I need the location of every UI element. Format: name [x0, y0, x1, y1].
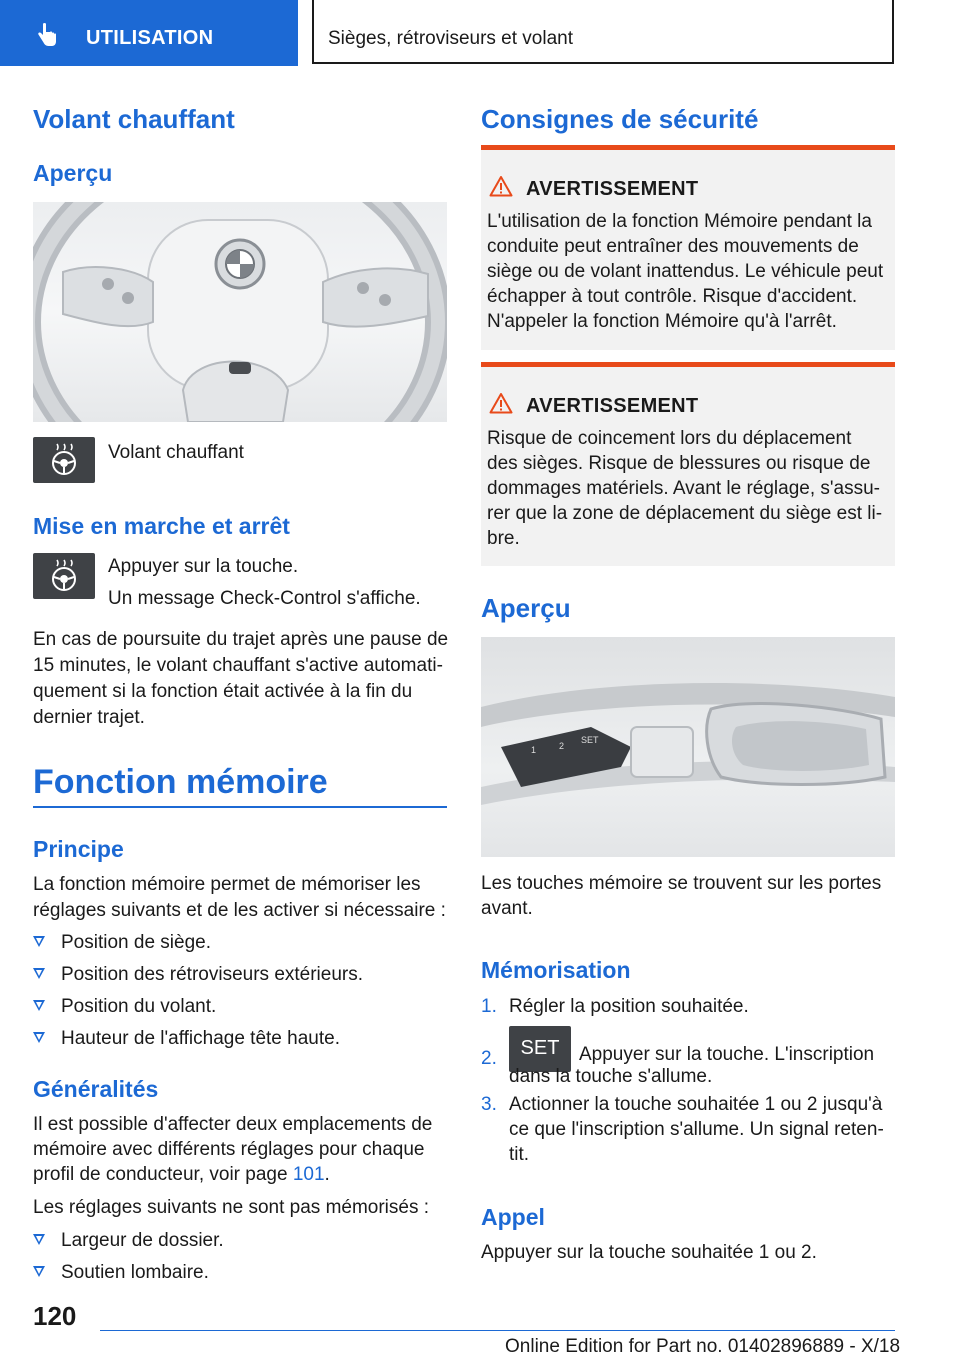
general-heading: Généralités	[33, 1076, 159, 1102]
warning-text-line: bre.	[487, 528, 520, 549]
triangle-bullet-icon	[33, 1234, 45, 1245]
not-saved-intro: Les réglages suivants ne sont pas mémorisés :	[33, 1197, 430, 1218]
principle-heading: Principe	[33, 836, 124, 862]
title-rule	[33, 806, 447, 808]
principle-line-1: La fonction mémoire permet de mémoriser les	[33, 874, 421, 895]
storage-heading: Mémorisation	[481, 957, 631, 983]
call-paragraph: Appuyer sur la touche souhaitée 1 ou 2.	[481, 1242, 817, 1263]
onoff-step-1: Appuyer sur la touche.	[108, 556, 299, 577]
list-item	[33, 994, 363, 1026]
onoff-paragraph-line-1: En cas de poursuite du trajet après une pause de	[33, 629, 449, 650]
memory-function-title: Fonction mémoire	[33, 763, 328, 801]
list-item	[33, 1026, 363, 1058]
list-item	[33, 1228, 224, 1260]
step-number: 1.	[481, 996, 497, 1017]
general-line-1: Il est possible d'affecter deux emplacements de	[33, 1114, 433, 1135]
footer-edition: Online Edition for Part no. 01402896889 - X/18	[505, 1336, 901, 1357]
step-text: dans la touche s'allume.	[509, 1066, 713, 1087]
list-item	[481, 1092, 895, 1167]
chapter-tab[interactable]	[0, 0, 298, 66]
step-text: tit.	[509, 1144, 530, 1165]
warning-text-line: L'utilisation de la fonction Mémoire pendant la	[487, 211, 872, 232]
principle-line-2: réglages suivants et de les activer si nécessaire :	[33, 900, 446, 921]
storage-steps	[481, 994, 895, 1167]
heated-wheel-heading: Volant chauffant	[33, 104, 235, 134]
step-number: 2.	[481, 1048, 497, 1069]
not-saved-list	[33, 1228, 224, 1292]
warning-text-line: siège ou de volant inattendus. Le véhicule peut	[487, 261, 884, 282]
warning-box-1	[481, 145, 895, 350]
warning-text-line: Risque de coincement lors du déplacement	[487, 428, 852, 449]
general-line-3-text: profil de conducteur, voir page	[33, 1164, 293, 1185]
overview-heading-left: Aperçu	[33, 160, 113, 186]
warning-text-line: dommages matériels. Avant le réglage, s'assu-	[487, 478, 880, 499]
heated-wheel-caption: Volant chauffant	[108, 442, 244, 463]
step-text: Actionner la touche souhaitée 1 ou 2 jusqu'à	[509, 1094, 883, 1115]
door-caption-line-2: avant.	[481, 898, 533, 919]
steering-wheel-image	[33, 202, 447, 422]
heated-wheel-button-icon	[33, 437, 95, 483]
section-title: Sièges, rétroviseurs et volant	[328, 28, 574, 49]
step-text: ce que l'inscription s'allume. Un signal reten-	[509, 1119, 884, 1140]
onoff-step-2: Un message Check-Control s'affiche.	[108, 588, 421, 609]
hand-pointer-icon	[34, 22, 60, 48]
onoff-paragraph-line-4: dernier trajet.	[33, 707, 145, 728]
triangle-bullet-icon	[33, 968, 45, 979]
warning-text-line: N'appeler la fonction Mémoire qu'à l'arrêt.	[487, 311, 837, 332]
list-item	[33, 930, 363, 962]
general-line-3-end: .	[324, 1164, 330, 1185]
heated-wheel-button-icon-2	[33, 553, 95, 599]
door-caption-line-1: Les touches mémoire se trouvent sur les portes	[481, 873, 882, 894]
general-line-2: mémoire avec différents réglages pour chaque	[33, 1139, 425, 1160]
step-text: Régler la position souhaitée.	[509, 996, 749, 1017]
list-item-text: Largeur de dossier.	[61, 1230, 224, 1251]
memory-button-set: SET	[581, 735, 599, 745]
memory-button-1: 1	[531, 745, 537, 755]
page-number: 120	[33, 1301, 77, 1331]
safety-heading: Consignes de sécurité	[481, 104, 759, 134]
step-number: 3.	[481, 1094, 497, 1115]
list-item-text: Hauteur de l'affichage tête haute.	[61, 1028, 340, 1049]
triangle-bullet-icon	[33, 936, 45, 947]
list-item-text: Position des rétroviseurs extérieurs.	[61, 964, 364, 985]
triangle-bullet-icon	[33, 1000, 45, 1011]
list-item-text: Position de siège.	[61, 932, 211, 953]
warning-triangle-icon	[489, 175, 513, 197]
warning-title: AVERTISSEMENT	[526, 178, 699, 200]
triangle-bullet-icon	[33, 1266, 45, 1277]
call-heading: Appel	[481, 1204, 545, 1230]
steering-wheel-illustration	[33, 202, 447, 422]
onoff-paragraph-line-2: 15 minutes, le volant chauffant s'active automati-	[33, 655, 443, 676]
list-item-text: Position du volant.	[61, 996, 217, 1017]
step-text: Appuyer sur la touche. L'inscription	[579, 1044, 875, 1066]
warning-triangle-icon	[489, 392, 513, 414]
page-header	[0, 0, 960, 66]
page-reference-link[interactable]: 101	[292, 1164, 325, 1185]
warning-text-line: rer que la zone de déplacement du siège est li-	[487, 503, 883, 524]
warning-box-2	[481, 362, 895, 566]
warning-title: AVERTISSEMENT	[526, 395, 699, 417]
set-button-icon: SET	[509, 1026, 571, 1072]
door-panel-illustration	[481, 637, 895, 857]
overview-heading-right: Aperçu	[481, 593, 571, 623]
onoff-paragraph-line-3: quement si la fonction était activée à la fin du	[33, 681, 413, 702]
list-item	[33, 962, 363, 994]
warning-text-line: conduite peut entraîner des mouvements de	[487, 236, 859, 257]
list-item	[481, 994, 895, 1026]
warning-text-line: échapper à tout contrôle. Risque d'accident.	[487, 286, 858, 307]
chapter-tab-label: UTILISATION	[86, 27, 214, 49]
door-memory-buttons-image	[481, 637, 895, 857]
list-item-text: Soutien lombaire.	[61, 1262, 209, 1283]
triangle-bullet-icon	[33, 1032, 45, 1043]
section-title-box	[312, 0, 894, 64]
warning-text-line: des sièges. Risque de blessures ou risque de	[487, 453, 871, 474]
list-item	[33, 1260, 224, 1292]
memory-button-2: 2	[559, 741, 565, 751]
principle-list	[33, 930, 363, 1058]
list-item	[481, 1026, 895, 1092]
onoff-heading: Mise en marche et arrêt	[33, 513, 290, 539]
footer-rule	[100, 1330, 895, 1331]
general-line-3	[33, 1162, 330, 1187]
